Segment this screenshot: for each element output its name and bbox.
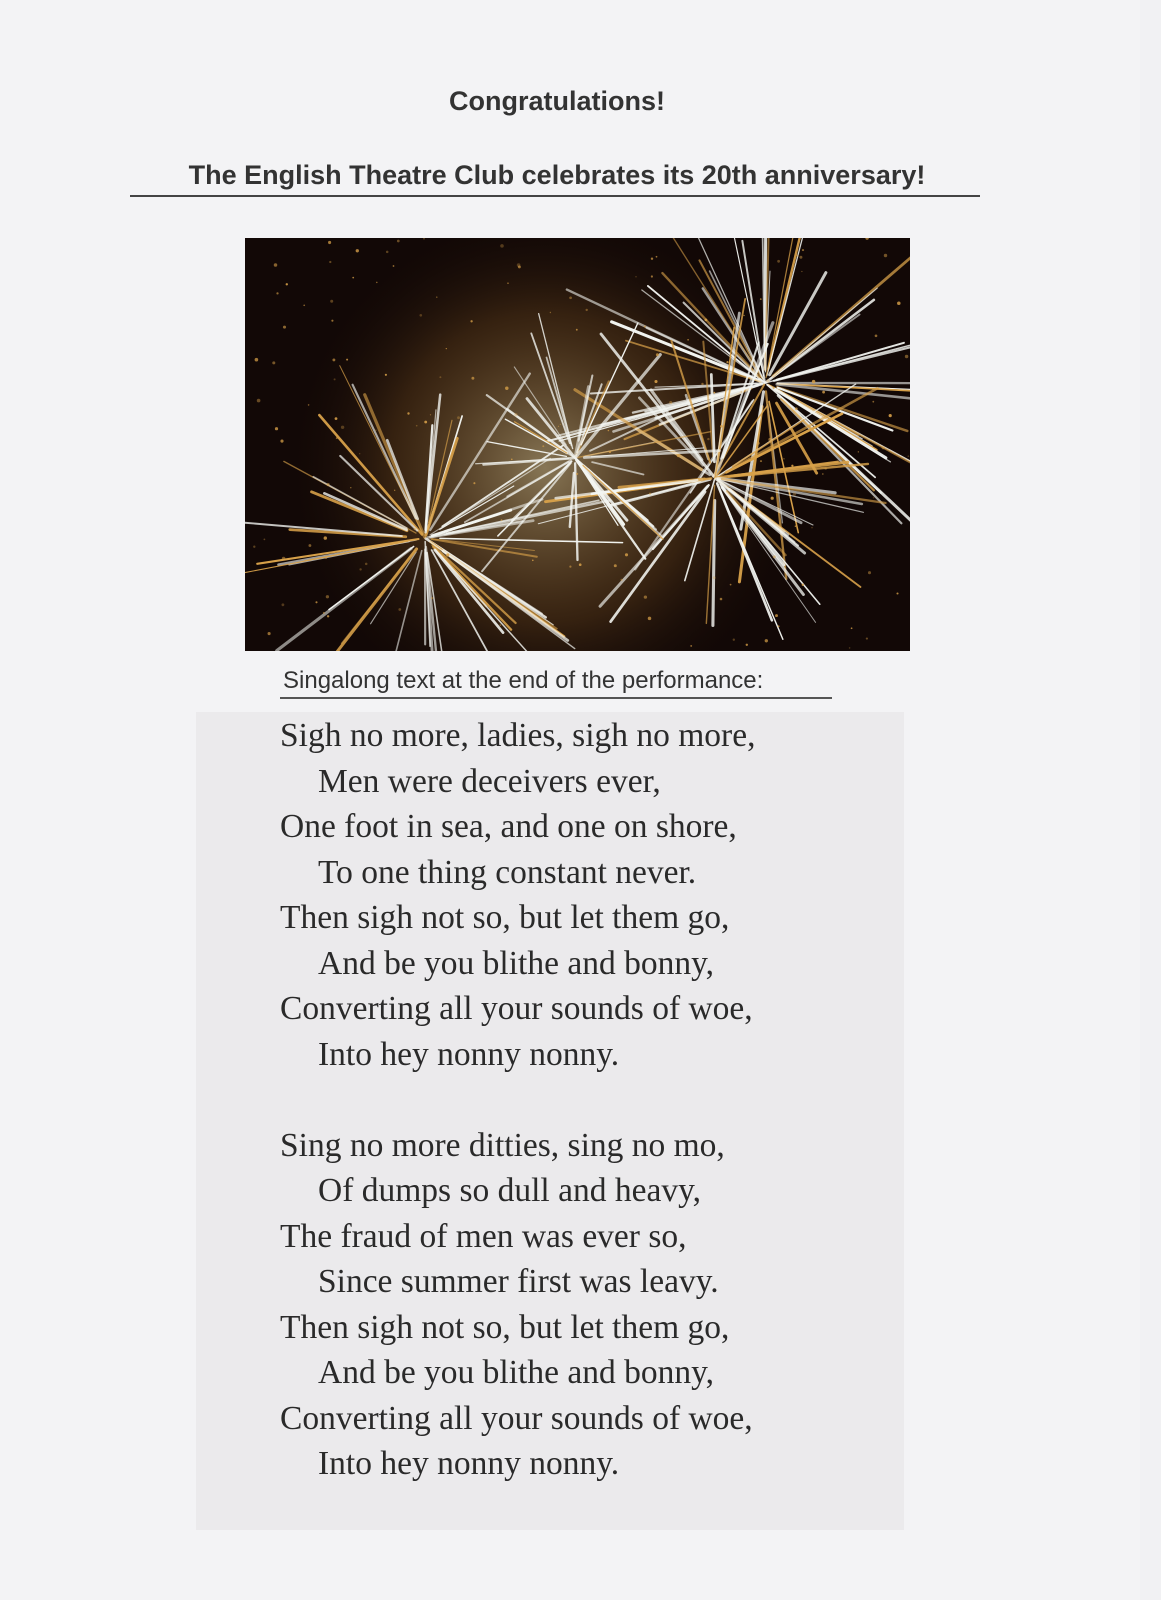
poem-line: Converting all your sounds of woe, (280, 990, 753, 1027)
firework-ember (394, 490, 395, 491)
firework-ember (365, 563, 368, 566)
firework-ember (720, 425, 723, 428)
subtitle-underline (130, 195, 980, 197)
firework-ember (777, 260, 780, 263)
firework-ember (608, 430, 610, 432)
firework-ember (723, 400, 725, 402)
firework-ember (268, 632, 271, 635)
firework-ember (264, 539, 266, 541)
page-title: Congratulations! (449, 86, 665, 116)
firework-ember (743, 315, 744, 316)
firework-ember (851, 627, 853, 629)
firework-ember (416, 425, 418, 427)
firework-ember (558, 426, 559, 427)
firework-ember (308, 544, 311, 547)
firework-ember (858, 451, 859, 452)
firework-ember (327, 615, 329, 617)
firework-ember (356, 249, 359, 252)
poem-line: One foot in sea, and one on shore, (280, 808, 737, 845)
stanza-gap (280, 1077, 755, 1123)
firework-ember (654, 380, 657, 383)
firework-ember (579, 563, 582, 566)
firework-ember (282, 603, 285, 606)
firework-ember (431, 597, 433, 599)
firework-ember (824, 467, 827, 470)
firework-ember (576, 329, 578, 331)
firework-ember (707, 438, 709, 440)
firework-ember (336, 437, 338, 439)
firework-ember (795, 525, 796, 526)
firework-ember (439, 376, 441, 378)
firework-ember (376, 282, 378, 284)
firework-ember (500, 244, 504, 248)
firework-ember (720, 598, 723, 601)
firework-ember (507, 283, 508, 284)
firework-ember (783, 458, 785, 460)
firework-ember (332, 358, 335, 361)
firework-ember (609, 451, 611, 453)
poem-line: Into hey nonny nonny. (318, 1445, 620, 1482)
firework-ember (359, 568, 361, 570)
firework-ember (713, 392, 715, 394)
firework-ember (773, 387, 775, 389)
firework-ember (350, 487, 351, 488)
firework-ember (569, 296, 572, 299)
firework-ember (812, 380, 815, 383)
firework-ember (325, 556, 328, 559)
firework-ember (868, 571, 871, 574)
poem-line: Since summer first was leavy. (318, 1263, 719, 1300)
firework-ember (690, 645, 692, 647)
firework-ember (430, 414, 431, 415)
firework-ember (765, 639, 768, 642)
firework-ember (500, 624, 501, 625)
firework-ember (323, 612, 325, 614)
firework-ember (446, 348, 447, 349)
firework-ember (282, 557, 286, 561)
firework-ember (882, 446, 885, 449)
firework-ember (705, 319, 708, 322)
firework-ember (760, 298, 762, 300)
fireworks-image (245, 238, 910, 651)
firework-ember (733, 639, 735, 641)
firework-ember (286, 283, 288, 285)
firework-ember (766, 379, 769, 382)
firework-ember (614, 564, 617, 567)
firework-ember (436, 296, 437, 297)
firework-ember (419, 314, 422, 317)
firework-ember (760, 460, 762, 462)
firework-ember (328, 241, 331, 244)
firework-ember (771, 497, 774, 500)
firework-ember (398, 608, 401, 611)
poem-line: Then sigh not so, but let them go, (280, 1308, 730, 1346)
firework-ember (414, 528, 416, 530)
firework-ember (723, 407, 725, 409)
firework-ember (407, 412, 409, 414)
firework-ember (576, 473, 578, 475)
firework-ember (799, 256, 802, 259)
firework-ember (514, 413, 517, 416)
firework-ember (517, 263, 521, 267)
firework-ember (701, 383, 703, 385)
firework-ember (884, 254, 887, 257)
firework-ember (257, 399, 261, 403)
firework-ember (907, 455, 909, 457)
poem-line: To one thing constant never. (318, 853, 697, 891)
firework-ember (272, 361, 275, 364)
firework-ember (872, 401, 874, 403)
poem-line: And be you blithe and bonny, (318, 1354, 715, 1391)
firework-ember (802, 249, 804, 251)
firework-ember (334, 378, 336, 380)
firework-ember (346, 359, 348, 361)
firework-ember (649, 493, 651, 495)
firework-ember (501, 519, 503, 521)
poem-line: Into hey nonny nonny. (318, 1035, 620, 1073)
firework-ember (889, 414, 892, 417)
firework-ember (386, 251, 389, 254)
firework-ember (511, 459, 513, 461)
firework-ember (280, 440, 283, 443)
firework-ember (341, 426, 344, 429)
firework-ember (330, 300, 333, 303)
firework-ember (793, 493, 796, 496)
firework-ember (656, 353, 659, 356)
poem-line: Of dumps so dull and heavy, (318, 1172, 702, 1209)
firework-ember (505, 386, 508, 389)
firework-ember (822, 473, 824, 475)
firework-ember (677, 454, 680, 457)
firework-ember (560, 424, 561, 425)
firework-ember (757, 442, 760, 445)
firework-ember (897, 302, 901, 306)
firework-ember (393, 265, 395, 267)
firework-ember (778, 625, 780, 627)
firework-ember (873, 497, 874, 498)
firework-ember (275, 427, 278, 430)
firework-ember (335, 417, 338, 420)
singalong-caption: Singalong text at the end of the performance: (283, 667, 764, 694)
firework-ember (791, 465, 793, 467)
firework-ember (315, 601, 317, 603)
caption-underline (280, 697, 832, 699)
firework-ember (329, 261, 331, 263)
firework-ember (253, 546, 255, 548)
firework-ember (644, 325, 646, 327)
poem-line: Sigh no more, ladies, sigh no more, (280, 717, 756, 754)
fireworks-photo-icon (245, 238, 910, 651)
firework-ember (746, 644, 748, 646)
firework-ember (359, 453, 360, 454)
firework-ember (283, 326, 286, 329)
firework-ember (326, 595, 329, 598)
firework-ember (730, 584, 732, 586)
firework-ember (811, 527, 813, 529)
firework-ember (276, 292, 278, 294)
firework-ember (457, 416, 460, 419)
firework-ember (625, 553, 628, 556)
firework-ember (621, 579, 623, 581)
firework-ember (651, 275, 653, 277)
firework-ember (651, 258, 653, 260)
poem-line: And be you blithe and bonny, (318, 944, 715, 982)
firework-ember (648, 617, 652, 621)
firework-ember (550, 312, 551, 313)
firework-ember (303, 304, 305, 306)
firework-ember (795, 407, 798, 410)
firework-ember (768, 438, 771, 441)
firework-ember (385, 374, 387, 376)
firework-ember (352, 277, 354, 279)
firework-ember (802, 584, 804, 586)
poem-text (280, 713, 755, 1487)
firework-ember (470, 320, 472, 322)
firework-ember (255, 358, 259, 362)
firework-ember (585, 309, 587, 311)
firework-ember (569, 566, 571, 568)
poem-line: Then sigh not so, but let them go, (280, 899, 730, 936)
firework-ember (669, 401, 672, 404)
firework-ember (635, 276, 636, 277)
firework-ember (324, 536, 327, 539)
firework-ember (327, 483, 330, 486)
firework-ember (644, 595, 647, 598)
firework-ember (542, 445, 544, 447)
firework-ember (687, 339, 689, 341)
firework-ember (875, 334, 878, 337)
firework-ember (849, 647, 851, 649)
firework-ember (726, 361, 728, 363)
firework-ember (905, 355, 908, 358)
firework-ember (656, 256, 658, 258)
firework-ember (773, 555, 776, 558)
firework-ember (822, 391, 825, 394)
firework-ember (797, 255, 799, 257)
firework-ember (896, 592, 898, 594)
firework-ember (446, 553, 449, 556)
firework-ember (473, 482, 475, 484)
poem-line: The fraud of men was ever so, (280, 1217, 687, 1255)
poem-line: Sing no more ditties, sing no mo, (280, 1126, 725, 1164)
firework-ember (308, 404, 310, 406)
poem-line: Men were deceivers ever, (318, 762, 661, 800)
page-subtitle: The English Theatre Club celebrates its 20th anniversary! (188, 160, 926, 190)
firework-ember (375, 430, 376, 431)
firework-ember (532, 560, 534, 562)
firework-ember (801, 271, 802, 272)
firework-ember (775, 614, 778, 617)
firework-ember (713, 576, 716, 579)
firework-ember (331, 320, 333, 322)
firework-ember (424, 421, 427, 424)
firework-ember (866, 638, 868, 640)
firework-ember (274, 263, 278, 267)
firework-ember (471, 377, 474, 380)
poem-line: Converting all your sounds of woe, (280, 1399, 753, 1437)
firework-ember (397, 240, 400, 243)
